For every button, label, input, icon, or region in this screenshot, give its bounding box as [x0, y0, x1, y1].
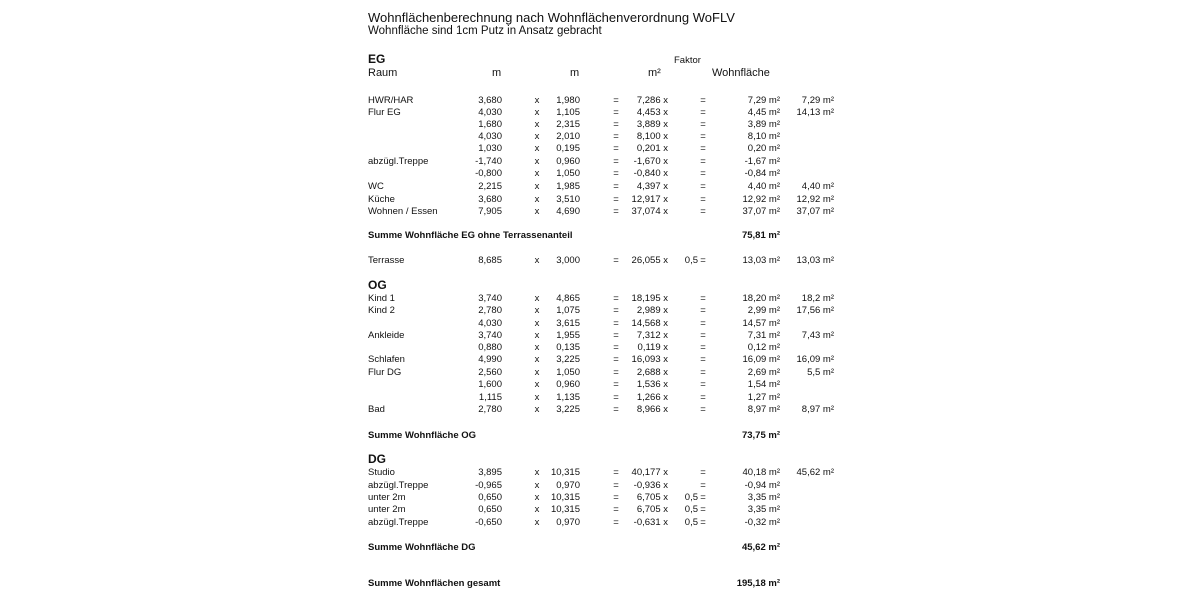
room-label: Flur DG [368, 367, 402, 378]
factor-value: 0,5 [684, 517, 698, 528]
area-value: 7,31 m² [747, 330, 780, 341]
room-label: unter 2m [368, 492, 406, 503]
product-value: 4,397 x [636, 181, 668, 192]
equals-sign: = [613, 206, 619, 217]
equals-sign-2: = [700, 95, 706, 106]
multiply-sign: x [534, 404, 540, 415]
product-value: 7,312 x [636, 330, 668, 341]
area-value: 4,40 m² [747, 181, 780, 192]
header-m-2: m [570, 67, 580, 79]
area-value: -0,94 m² [744, 480, 780, 491]
grand-total-value: 195,18 m² [736, 578, 780, 589]
equals-sign-2: = [700, 342, 706, 353]
product-value: -0,936 x [633, 480, 668, 491]
room-label: Studio [368, 467, 395, 478]
header-wohnflaeche: Wohnfläche [712, 67, 770, 79]
width-value: 0,195 [556, 143, 580, 154]
product-value: 37,074 x [631, 206, 668, 217]
room-label: Küche [368, 194, 395, 205]
product-value: 1,536 x [636, 379, 668, 390]
multiply-sign: x [534, 318, 540, 329]
area-value: 4,45 m² [747, 107, 780, 118]
length-value: -0,800 [475, 168, 502, 179]
length-value: 3,895 [478, 467, 502, 478]
width-value: 1,135 [556, 392, 580, 403]
multiply-sign: x [534, 517, 540, 528]
multiply-sign: x [534, 206, 540, 217]
factor-value: 0,5 [684, 255, 698, 266]
room-total-value: 16,09 m² [796, 354, 834, 365]
product-value: 7,286 x [636, 95, 668, 106]
equals-sign: = [613, 467, 619, 478]
room-total-value: 14,13 m² [796, 107, 834, 118]
product-value: 14,568 x [631, 318, 668, 329]
product-value: 26,055 x [631, 255, 668, 266]
multiply-sign: x [534, 168, 540, 179]
equals-sign-2: = [700, 392, 706, 403]
length-value: 2,780 [478, 305, 502, 316]
header-faktor: Faktor [674, 55, 701, 66]
room-label: Ankleide [368, 330, 405, 341]
equals-sign-2: = [700, 143, 706, 154]
multiply-sign: x [534, 354, 540, 365]
equals-sign-2: = [700, 517, 706, 528]
room-label: WC [368, 181, 384, 192]
product-value: 4,453 x [636, 107, 668, 118]
width-value: 2,010 [556, 131, 580, 142]
room-label: abzügl.Treppe [368, 517, 429, 528]
width-value: 1,050 [556, 367, 580, 378]
length-value: -1,740 [475, 156, 502, 167]
width-value: 3,225 [556, 354, 580, 365]
equals-sign-2: = [700, 119, 706, 130]
area-value: 1,27 m² [747, 392, 780, 403]
length-value: 0,880 [478, 342, 502, 353]
product-value: 18,195 x [631, 293, 668, 304]
width-value: 3,615 [556, 318, 580, 329]
equals-sign: = [613, 379, 619, 390]
product-value: 1,266 x [636, 392, 668, 403]
equals-sign: = [613, 504, 619, 515]
equals-sign-2: = [700, 107, 706, 118]
product-value: 40,177 x [631, 467, 668, 478]
equals-sign-2: = [700, 480, 706, 491]
room-total-value: 8,97 m² [801, 404, 834, 415]
area-value: 37,07 m² [742, 206, 780, 217]
width-value: 1,985 [556, 181, 580, 192]
product-value: -0,840 x [633, 168, 668, 179]
equals-sign: = [613, 480, 619, 491]
width-value: 1,955 [556, 330, 580, 341]
equals-sign-2: = [700, 156, 706, 167]
multiply-sign: x [534, 480, 540, 491]
product-value: 16,093 x [631, 354, 668, 365]
length-value: 4,030 [478, 107, 502, 118]
equals-sign-2: = [700, 354, 706, 365]
length-value: 1,600 [478, 379, 502, 390]
length-value: 3,740 [478, 293, 502, 304]
section-title-eg: EG [368, 52, 386, 66]
equals-sign: = [613, 95, 619, 106]
room-total-value: 7,43 m² [801, 330, 834, 341]
room-total-value: 37,07 m² [796, 206, 834, 217]
area-value: 0,12 m² [747, 342, 780, 353]
length-value: 3,680 [478, 95, 502, 106]
multiply-sign: x [534, 181, 540, 192]
summary-label-eg: Summe Wohnfläche EG ohne Terrassenanteil [368, 230, 573, 241]
product-value: 0,119 x [637, 342, 668, 353]
equals-sign-2: = [700, 131, 706, 142]
multiply-sign: x [534, 305, 540, 316]
summary-value-og: 73,75 m² [741, 430, 780, 441]
header-raum: Raum [368, 67, 398, 79]
area-value: 7,29 m² [747, 95, 780, 106]
width-value: 3,510 [556, 194, 580, 205]
width-value: 10,315 [550, 467, 580, 478]
multiply-sign: x [534, 107, 540, 118]
document-subtitle: Wohnfläche sind 1cm Putz in Ansatz gebracht [368, 25, 602, 37]
multiply-sign: x [534, 119, 540, 130]
length-value: 7,905 [478, 206, 502, 217]
equals-sign: = [613, 168, 619, 179]
product-value: 2,688 x [636, 367, 668, 378]
product-value: 2,989 x [636, 305, 668, 316]
area-value: 14,57 m² [742, 318, 780, 329]
equals-sign: = [613, 342, 619, 353]
length-value: 0,650 [478, 492, 502, 503]
width-value: 0,970 [556, 480, 580, 491]
summary-label-og: Summe Wohnfläche OG [368, 430, 477, 441]
multiply-sign: x [534, 255, 540, 266]
room-label: abzügl.Treppe [368, 156, 429, 167]
room-label: Flur EG [368, 107, 401, 118]
area-value: -0,32 m² [744, 517, 780, 528]
room-total-value: 13,03 m² [796, 255, 834, 266]
area-value: 2,69 m² [747, 367, 780, 378]
header-m-squared: m² [648, 67, 661, 79]
width-value: 4,690 [556, 206, 580, 217]
room-label: Terrasse [368, 255, 405, 266]
grand-total-label: Summe Wohnflächen gesamt [368, 578, 501, 589]
area-value: 8,97 m² [747, 404, 780, 415]
room-label: Bad [368, 404, 385, 415]
width-value: 1,980 [556, 95, 580, 106]
area-value: -0,84 m² [744, 168, 780, 179]
length-value: 4,030 [478, 131, 502, 142]
length-value: 4,990 [478, 354, 502, 365]
length-value: 3,680 [478, 194, 502, 205]
equals-sign-2: = [700, 504, 706, 515]
width-value: 3,000 [556, 255, 580, 266]
width-value: 1,075 [556, 305, 580, 316]
multiply-sign: x [534, 95, 540, 106]
width-value: 10,315 [550, 504, 580, 515]
area-value: 1,54 m² [747, 379, 780, 390]
length-value: 1,030 [478, 143, 502, 154]
equals-sign: = [613, 181, 619, 192]
width-value: 2,315 [556, 119, 580, 130]
length-value: 1,680 [478, 119, 502, 130]
equals-sign-2: = [700, 318, 706, 329]
equals-sign: = [613, 330, 619, 341]
equals-sign: = [613, 354, 619, 365]
length-value: 2,215 [478, 181, 502, 192]
multiply-sign: x [534, 492, 540, 503]
equals-sign-2: = [700, 181, 706, 192]
area-value: -1,67 m² [744, 156, 780, 167]
product-value: -0,631 x [633, 517, 668, 528]
multiply-sign: x [534, 379, 540, 390]
equals-sign: = [613, 107, 619, 118]
product-value: -1,670 x [633, 156, 668, 167]
width-value: 0,135 [556, 342, 580, 353]
equals-sign-2: = [700, 330, 706, 341]
width-value: 4,865 [556, 293, 580, 304]
width-value: 0,970 [556, 517, 580, 528]
equals-sign-2: = [700, 305, 706, 316]
product-value: 8,100 x [636, 131, 668, 142]
equals-sign-2: = [700, 255, 706, 266]
equals-sign: = [613, 156, 619, 167]
summary-label-dg: Summe Wohnfläche DG [368, 542, 476, 553]
multiply-sign: x [534, 467, 540, 478]
length-value: 4,030 [478, 318, 502, 329]
equals-sign: = [613, 131, 619, 142]
equals-sign: = [613, 367, 619, 378]
room-label: Schlafen [368, 354, 405, 365]
area-value: 12,92 m² [742, 194, 780, 205]
room-label: Wohnen / Essen [368, 206, 438, 217]
summary-value-dg: 45,62 m² [741, 542, 780, 553]
area-value: 8,10 m² [747, 131, 780, 142]
multiply-sign: x [534, 504, 540, 515]
factor-value: 0,5 [684, 504, 698, 515]
header-m-1: m [492, 67, 502, 79]
equals-sign: = [613, 293, 619, 304]
area-value: 3,35 m² [747, 492, 780, 503]
equals-sign: = [613, 119, 619, 130]
multiply-sign: x [534, 330, 540, 341]
product-value: 6,705 x [636, 492, 668, 503]
equals-sign: = [613, 492, 619, 503]
length-value: 1,115 [478, 392, 502, 403]
equals-sign-2: = [700, 379, 706, 390]
equals-sign-2: = [700, 367, 706, 378]
summary-value-eg: 75,81 m² [741, 230, 780, 241]
equals-sign-2: = [700, 206, 706, 217]
room-label: unter 2m [368, 504, 406, 515]
equals-sign: = [613, 517, 619, 528]
area-value: 3,89 m² [747, 119, 780, 130]
factor-value: 0,5 [684, 492, 698, 503]
width-value: 10,315 [550, 492, 580, 503]
room-total-value: 7,29 m² [801, 95, 834, 106]
equals-sign-2: = [700, 293, 706, 304]
section-title-og: OG [368, 278, 387, 292]
multiply-sign: x [534, 392, 540, 403]
room-total-value: 45,62 m² [796, 467, 834, 478]
area-value: 18,20 m² [742, 293, 780, 304]
length-value: 2,560 [478, 367, 502, 378]
width-value: 3,225 [556, 404, 580, 415]
room-total-value: 18,2 m² [801, 293, 834, 304]
multiply-sign: x [534, 194, 540, 205]
equals-sign: = [613, 318, 619, 329]
room-label: abzügl.Treppe [368, 480, 429, 491]
room-total-value: 4,40 m² [801, 181, 834, 192]
area-value: 0,20 m² [747, 143, 780, 154]
area-value: 13,03 m² [742, 255, 780, 266]
length-value: 0,650 [478, 504, 502, 515]
area-value: 3,35 m² [747, 504, 780, 515]
product-value: 0,201 x [636, 143, 668, 154]
multiply-sign: x [534, 131, 540, 142]
equals-sign-2: = [700, 194, 706, 205]
width-value: 1,050 [556, 168, 580, 179]
room-label: Kind 2 [368, 305, 395, 316]
multiply-sign: x [534, 367, 540, 378]
width-value: 0,960 [556, 156, 580, 167]
width-value: 1,105 [556, 107, 580, 118]
length-value: -0,650 [475, 517, 502, 528]
equals-sign: = [613, 404, 619, 415]
room-total-value: 5,5 m² [807, 367, 834, 378]
equals-sign-2: = [700, 168, 706, 179]
room-total-value: 12,92 m² [796, 194, 834, 205]
multiply-sign: x [534, 342, 540, 353]
area-value: 40,18 m² [742, 467, 780, 478]
equals-sign: = [613, 194, 619, 205]
product-value: 3,889 x [636, 119, 668, 130]
multiply-sign: x [534, 156, 540, 167]
document-title: Wohnflächenberechnung nach Wohnflächenverordnung WoFLV [368, 10, 735, 25]
equals-sign-2: = [700, 492, 706, 503]
equals-sign: = [613, 305, 619, 316]
equals-sign: = [613, 392, 619, 403]
area-value: 2,99 m² [747, 305, 780, 316]
equals-sign: = [613, 255, 619, 266]
room-label: Kind 1 [368, 293, 395, 304]
length-value: 8,685 [478, 255, 502, 266]
equals-sign-2: = [700, 404, 706, 415]
width-value: 0,960 [556, 379, 580, 390]
equals-sign-2: = [700, 467, 706, 478]
length-value: 3,740 [478, 330, 502, 341]
length-value: 2,780 [478, 404, 502, 415]
room-label: HWR/HAR [368, 95, 414, 106]
section-title-dg: DG [368, 452, 386, 466]
product-value: 8,966 x [636, 404, 668, 415]
room-total-value: 17,56 m² [796, 305, 834, 316]
area-value: 16,09 m² [742, 354, 780, 365]
multiply-sign: x [534, 293, 540, 304]
equals-sign: = [613, 143, 619, 154]
product-value: 12,917 x [631, 194, 668, 205]
product-value: 6,705 x [636, 504, 668, 515]
length-value: -0,965 [475, 480, 502, 491]
multiply-sign: x [534, 143, 540, 154]
